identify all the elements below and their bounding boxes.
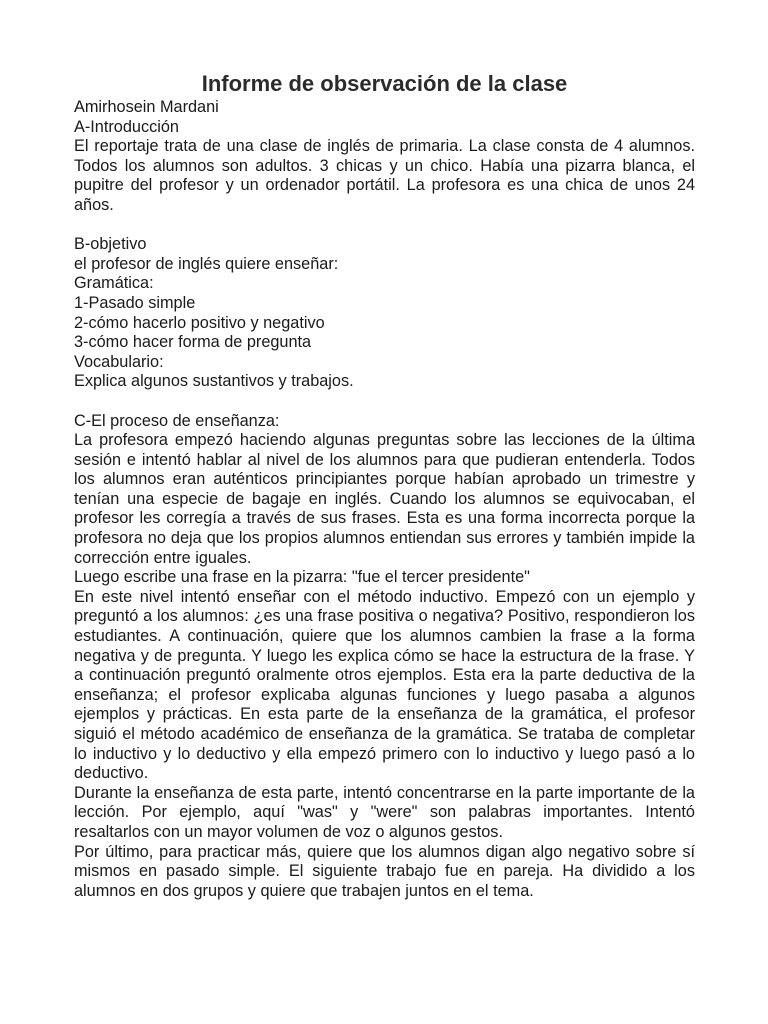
objective-line: 3-cómo hacer forma de pregunta — [74, 333, 312, 352]
objective-line: Vocabulario: — [74, 352, 164, 371]
objective-line: Gramática: — [74, 274, 154, 293]
objective-line: el profesor de inglés quiere enseñar: — [74, 254, 339, 273]
objective-line: 1-Pasado simple — [74, 293, 196, 312]
section-heading-teaching-process: C-El proceso de enseñanza: — [74, 411, 280, 430]
process-paragraph: Por último, para practicar más, quiere que los alumnos digan algo negativo sobre sí mismos en pasado simple. El siguiente trabajo fue en pareja. Ha dividido a los alumnos en dos grupos y quiere que trabajen juntos en el tema. — [74, 842, 695, 900]
introduction-paragraph: El reportaje trata de una clase de inglés de primaria. La clase consta de 4 alumnos. Todos los alumnos son adultos. 3 chicas y un chico. Había una pizarra blanca, el pupitre del profesor y un ordenador portátil. La profesora es una chica de unos 24 años. — [74, 137, 695, 214]
process-paragraph: Luego escribe una frase en la pizarra: "fue el tercer presidente" — [74, 568, 530, 587]
section-spacer — [74, 392, 695, 412]
section-spacer — [74, 216, 695, 236]
author-name: Amirhosein Mardani — [74, 98, 219, 116]
objective-line: Explica algunos sustantivos y trabajos. — [74, 372, 354, 391]
section-heading-objective: B-objetivo — [74, 235, 147, 254]
process-paragraph: En este nivel intentó enseñar con el método inductivo. Empezó con un ejemplo y preguntó a los alumnos: ¿es una frase positiva o negativa? Positivo, respondieron los estudiantes. A continuación, quiere que los alumnos cambien la frase a la forma negativa y de pregunta. Y luego les explica cómo se hace la estructura de la frase. Y a continuación preguntó oralmente otros ejemplos. Esta era la parte deductiva de la enseñanza; el profesor explicaba algunas funciones y luego pasaba a algunos ejemplos y prácticas. En esta parte de la enseñanza de la gramática, el profesor siguió el método académico de enseñanza de la gramática. Se trataba de completar lo inductivo y lo deductivo y ella empezó primero con lo inductivo y luego pasó a lo deductivo. — [74, 587, 695, 783]
section-heading-introduction: A-Introducción — [74, 117, 179, 136]
document-page — [74, 70, 695, 901]
process-paragraph: La profesora empezó haciendo algunas preguntas sobre las lecciones de la última sesión e intentó hablar al nivel de los alumnos para que pudieran entenderla. Todos los alumnos eran auténticos principiantes porque habían aprobado un trimestre y tenían una especie de bagaje en inglés. Cuando los alumnos se equivocaban, el profesor les corregía a través de sus frases. Esta es una forma incorrecta porque la profesora no deja que los propios alumnos entiendan sus errores y también impide la corrección entre iguales. — [74, 431, 695, 567]
process-paragraph: Durante la enseñanza de esta parte, intentó concentrarse en la parte importante de la lección. Por ejemplo, aquí "was" y "were" son palabras importantes. Intentó resaltarlos con un mayor volumen de voz o algunos gestos. — [74, 783, 695, 841]
objective-line: 2-cómo hacerlo positivo y negativo — [74, 313, 325, 332]
document-title: Informe de observación de la clase — [201, 71, 568, 96]
